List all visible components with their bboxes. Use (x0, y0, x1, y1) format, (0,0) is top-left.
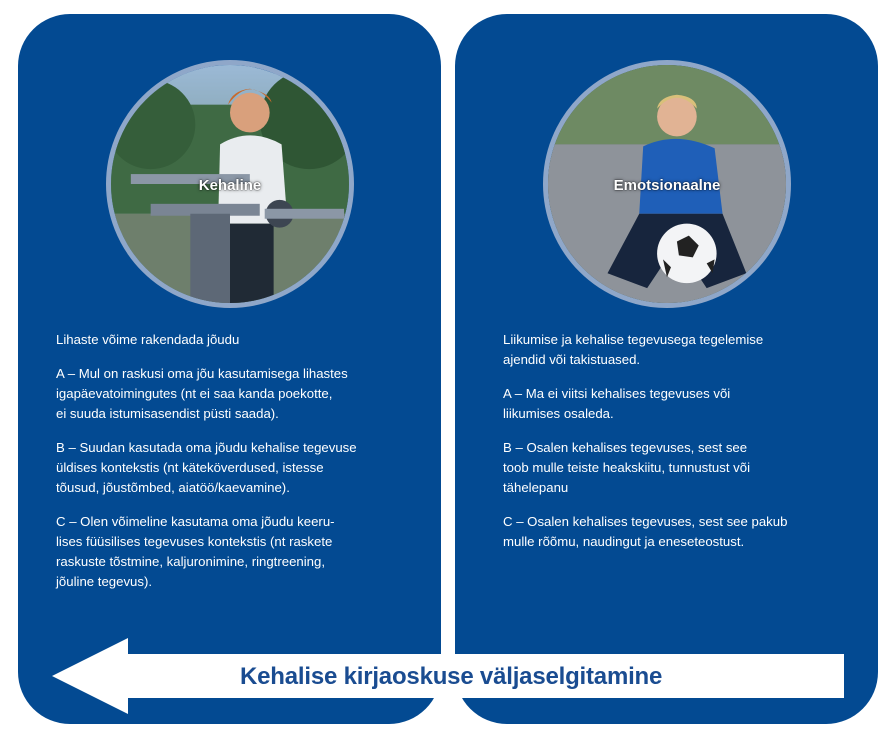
level-c-text: C – Osalen kehalises tegevuses, sest see pakub mulle rõõmu, naudingut ja eneseteostust. (503, 514, 788, 549)
card-heading: Liikumise ja kehalise tegevusega tegelemise ajendid või takistuased. (503, 332, 764, 367)
level-a-text: A – Ma ei viitsi kehalises tegevuses või liikumises osaleda. (503, 386, 731, 421)
level-a-text: A – Mul on raskusi oma jõu kasutamisega lihastes igapäevatoimingutes (nt ei saa kanda poekotte, ei suuda istumisasendist püsti saada). (56, 366, 348, 421)
level-b-text: B – Osalen kehalises tegevuses, sest see toob mulle teiste heakskiitu, tunnustust või tähelepanu (503, 440, 751, 495)
card-heading: Lihaste võime rakendada jõudu (56, 332, 240, 347)
boy-with-football-photo (543, 60, 791, 308)
elderly-woman-exercising-photo (106, 60, 354, 308)
arrow-title: Kehalise kirjaoskuse väljaselgitamine (240, 663, 663, 690)
category-label: Emotsionaalne (613, 177, 721, 194)
card-text (503, 330, 853, 566)
card-physical (18, 14, 441, 724)
card-emotional (455, 14, 878, 724)
category-label: Kehaline (198, 177, 262, 194)
level-c-text: C – Olen võimeline kasutama oma jõudu keeru- lises füüsilises tegevuses kontekstis (nt raskete raskuste tõstmine, kaljuronimine, ringtreening, jõuline tegevus). (56, 514, 335, 589)
level-b-text: B – Suudan kasutada oma jõudu kehalise tegevuse üldises kontekstis (nt käteköverdused, istesse tõusud, jõustõmbed, aiatöö/kaevamine). (56, 440, 357, 495)
card-text (56, 330, 416, 606)
